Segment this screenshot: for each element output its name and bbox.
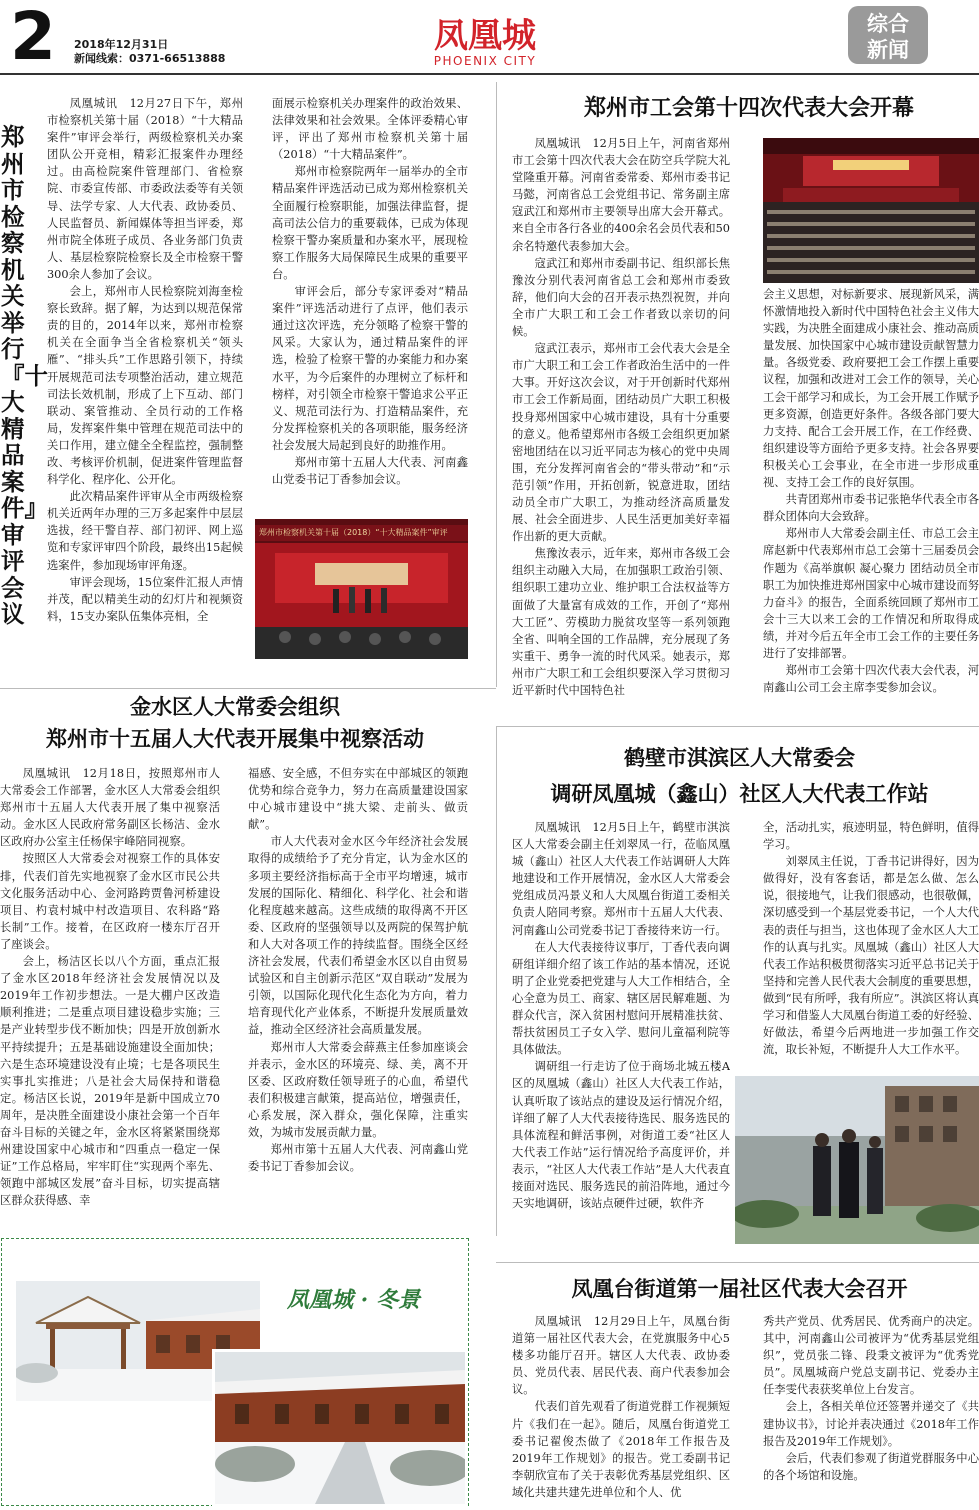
section-badge: 综合新闻 [848,6,928,64]
paragraph: 寇武江表示，郑州市工会代表大会是全市广大职工和工会工作者政治生活中的一件大事。开好这次会议，对于开创新时代郑州市工会工作新局面，团结动员广大职工积极投身郑州国家中心城市建设，具有十分重要的意义。他希望郑州市各级工会组织更加紧密地团结在以习近平同志为核心的党中央周围，充分发挥河南省会的“带头带动”和“示范引领”作用，开拓创新，锐意进取，团结动员全市广大职工，为推动经济高质量发展、社会全面进步、人民生活更加美好幸福作出新的更大贡献。 [512,342,730,544]
paragraph: 福感、安全感，不但夯实在中部城区的领跑优势和综合竞争力，努力在高质量建设国家中心城市建设中“挑大梁、走前头、做贡献”。 [248,767,468,832]
paragraph: 代表们首先观看了街道党群工作视频短片《我们在一起》。随后，凤凰台街道党工委书记翟俊杰做了《2018年工作报告及2019年工作规划》的报告。党工委副书记李朝欣宣布了关于表彰优秀基层党组织、区域化共建共建先进单位和个人、优 [512,1400,730,1499]
paragraph: 会上，各相关单位还签署并递交了《共建协议书》，讨论并表决通过《2018年工作报告及2019年工作规划》。 [763,1400,979,1448]
brand-logo [420,18,550,68]
paragraph: 寇武江和郑州市委副书记、组织部长焦豫汝分别代表河南省总工会和郑州市委致辞，他们向大会的召开表示热烈祝贺，并向全市广大职工和工会工作者致以亲切的问候。 [512,256,730,339]
paragraph: 会上，郑州市人民检察院刘海奎检察长致辞。据了解，为达到以规范保常责的目的，2014年以来，郑州市检察机关在全面争当全省检察机关“领头雁”、“排头兵”工作思路引领下，持续开展规范司法专项整治活动，建立规范司法长效机制，形成了上下互动、部门联动、案管推动、全员行动的工作格局，发挥案件集中管理在规范司法中的关口作用，建立健全全程监控，强制整改、考核评价机制，促进案件管理监督科学化、程序化、公开化。 [47,285,243,487]
visit-illustration [735,1076,979,1244]
section-divider [0,688,496,689]
paragraph: 郑州市检察院两年一届举办的全市精品案件评选活动已成为郑州检察机关全面履行检察职能，加强法律监督，提高司法公信力的重要载体，已成为体现检察干警办案质量和办案水平，展现检察工作服务大局保障民生成果的重要平台。 [272,165,468,281]
article2-photo [763,138,979,283]
article3-column-2 [248,765,468,1195]
header-rule [0,73,979,75]
paragraph: 审评会现场，15位案件汇报人声情并茂，配以精美生动的幻灯片和视频资料，15支办案队伍集体亮相，全 [47,575,243,623]
stage-illustration [255,519,468,659]
article3-column-1 [0,765,220,1215]
paragraph: 全，活动扎实，痕迹明显，特色鲜明，值得学习。 [763,821,979,852]
article4-column-2 [763,819,979,1075]
article2-column-2 [763,286,979,716]
section-divider [496,1262,979,1263]
paragraph: 郑州市第十五届人大代表、河南鑫山党委书记丁香参加会议。 [248,1143,468,1174]
section-divider [496,726,979,727]
article1-column-1 [47,95,243,660]
photo-banner: 郑州市检察机关第十届（2018）“十大精品案件”审评 [255,525,468,541]
column-divider [496,726,497,1236]
houses-illustration [215,1352,465,1504]
paragraph: 郑州市人大常委会副主任、市总工会主席赵新中代表郑州市总工会第十三届委员会作题为《高举旗帜 凝心聚力 团结动员全市职工为加快推进郑州国家中心城市建设而努力奋斗》的报告，全面系统回顾了郑州市工会十三大以来工会的工作情况和所取得成绩，并对今后五年全市工会工作的主要任务进行了安排部署。 [763,527,979,660]
article1-photo [255,519,468,659]
paragraph: 凤凰城讯 12月18日，按照郑州市人大常委会工作部署，金水区人大常委会组织郑州市十五届人大代表开展了集中视察活动。金水区人民政府常务副区长杨洁、金水区政府办公室主任杨保宇峰陪同视察。 [0,767,220,849]
article2-title: 郑州市工会第十四次代表大会开幕 [584,96,915,121]
paragraph: 凤凰城讯 12月5日上午，河南省郑州市工会第十四次代表大会在防空兵学院大礼堂隆重开幕。河南省委常委、郑州市委书记马懿，河南省总工会党组书记、常务副主席寇武江和郑州市主要领导出席大会开幕式。来自全市各行各业的400余名会员代表和50余名特邀代表参加大会。 [512,137,730,253]
brand-logo-cn: 凤凰城 [434,16,536,56]
issue-date: 2018年12月31日 [74,38,169,51]
paragraph: 凤凰城讯 12月5日上午，鹤壁市淇滨区人大常委会副主任刘翠凤一行，莅临凤凰城（鑫山）社区人大代表工作站调研人大阵地建设和工作开展情况，金水区人大常委会党组成员冯景义和人大凤凰台街道工委相关负责人陪同考察。郑州市十五届人大代表、河南鑫山公司党委书记丁香接待来访一行。 [512,821,730,937]
paragraph: 共青团郑州市委书记张艳华代表全市各群众团体向大会致辞。 [763,493,979,524]
article3-title-line1: 金水区人大常委会组织 [130,695,340,719]
paragraph: 此次精品案件评审从全市两级检察机关近两年办理的三万多起案件中层层选拔，经干警自荐、部门初评、网上巡览和专家评审四个阶段，最终出15起候选案件，参加现场审评角逐。 [47,490,243,572]
article4-column-1 [512,819,730,1249]
news-hotline: 新闻线索：0371-66513888 [74,52,226,65]
winter-photo-houses [212,1349,468,1507]
paragraph: 郑州市人大常委会薛燕主任参加座谈会并表示，金水区的环境亮、绿、美，离不开区委、区政府数任领导班子的心血，希望代表们积极建言献策，提高站位，增强责任，心系发展，深入群众，强化保障，注重实效，为城市发展贡献力量。 [248,1040,468,1139]
page-number: 2 [10,0,56,75]
paragraph: 郑州市工会第十四次代表大会代表，河南鑫山公司工会主席李雯参加会议。 [763,664,979,695]
article5-column-1 [512,1313,730,1508]
article4-title-line2: 调研凤凰城（鑫山）社区人大代表工作站 [550,782,929,806]
paragraph: 会上，杨洁区长以八个方面，重点汇报了金水区2018年经济社会发展情况以及2019年工作初步想法。一是大棚户区改造顺利推进；二是重点项目建设稳步实施；三是产业转型步伐不断加快；四是开放创新水平持续提升；五是基础设施建设全面加快；六是生态环境建设没有止境；七是各项民生实事扎实推进；八是社会大局保持和谐稳定。杨洁区长说，2019年是新中国成立70周年，是决胜全面建设小康社会第一个百年奋斗目标的关键之年，金水区将紧紧围绕郑州建设国家中心城市和“四重点一稳定一保证”工作总格局，牢牢盯住“实现两个率先、领跑中部城区发展”奋斗目标，切实提高辖区群众获得感、幸 [0,955,220,1208]
column-divider [496,82,497,687]
paragraph: 焦豫汝表示，近年来，郑州市各级工会组织主动融入大局，在加强职工政治引领、组织职工建功立业、维护职工合法权益等方面做了大量富有成效的工作，开创了“郑州大工匠”、劳模助力脱贫攻坚等一系列领跑全省、叫响全国的工作品牌，充分展现了务实重干、勇争一流的时代风采。她表示，郑州市广大职工和工会组织要深入学习贯彻习近平新时代中国特色社 [512,547,730,697]
paragraph: 在人大代表接待议事厅，丁香代表向调研组详细介绍了该工作站的基本情况，还说明了企业党委把党建与人大工作相结合，全心全意为员工、商家、辖区居民解难题、为群众代言，深入贫困村慰问开展精准扶贫、帮扶贫困员工子女入学、慰问儿童福利院等具体做法。 [512,940,730,1057]
paragraph: 按照区人大常委会对视察工作的具体安排，代表们首先实地视察了金水区市民公共文化服务活动中心、金河路跨贾鲁河桥建设项目、杓袁村城中村改造项目、农科路“路长制”工作。接着，在区政府一楼东厅召开了座谈会。 [0,852,220,951]
article3-title-line2: 郑州市十五届人大代表开展集中视察活动 [46,727,424,751]
paragraph: 秀共产党员、优秀居民、优秀商户的决定。其中，河南鑫山公司被评为“优秀基层党组织”，党员张二锋、段秉文被评为“优秀党员”。凤凰城商户党总支副书记、党委办主任李雯代表获奖单位上台发言。 [763,1315,979,1397]
article1-title: 郑州市检察机关举行『十大精品案件』审评会议 [1,123,48,628]
article5-title: 凤凰台街道第一届社区代表大会召开 [571,1277,908,1301]
article4-title-line1: 鹤壁市淇滨区人大常委会 [624,746,855,770]
paragraph: 会后，代表们参观了街道党群服务中心的各个场馆和设施。 [763,1451,979,1482]
paragraph: 市人大代表对金水区今年经济社会发展取得的成绩给予了充分肯定，认为金水区的多项主要经济指标高于全市平均增速，城市发展的国际化、精细化、科学化、社会和谐化程度越来越高。这些成绩的取得离不开区委、区政府的坚强领导以及两院的保驾护航和人大对各项工作的持续监督。围绕全区经济社会发展，代表们希望金水区以自由贸易试验区和自主创新示范区“双自联动”发展为引领，以国际化现代化生态化为方向，着力培育现代化产业体系，不断提升发展质量效益，推动全区经济社会高质量发展。 [248,835,468,1037]
winter-title: 凤凰城 · 冬景 [287,1287,420,1313]
article4-photo [735,1076,979,1244]
article1-column-2 [272,95,468,507]
paragraph: 凤凰城讯 12月29日上午，凤凰台街道第一届社区代表大会，在党旗服务中心5楼多功能厅召开。辖区人大代表、政协委员、党员代表、居民代表、商户代表参加会议。 [512,1315,730,1397]
paragraph: 凤凰城讯 12月27日下午，郑州市检察机关第十届（2018）“十大精品案件”审评会举行，两级检察机关办案团队公开竞相，精彩汇报案件办理经过。由高检院案件管理部门、省检察院、市委宣传部、市委政法委等有关领导、法学专家、人大代表、政协委员、人民监督员、新闻媒体等担当评委，郑州市院全体班子成员、各业务部门负责人、基层检察院检察长及全市检察干警300余人参加了会议。 [47,97,243,281]
brand-logo-en: PHOENIX CITY [433,54,537,68]
paragraph: 郑州市第十五届人大代表、河南鑫山党委书记丁香参加会议。 [272,455,468,487]
assembly-hall-illustration [763,138,979,283]
paragraph: 审评会后，部分专家评委对“精品案件”评选活动进行了点评，他们表示通过这次评选，充分领略了检察干警的风采。大家认为，通过精品案件的评选，检验了检察干警的办案能力和办案水平，为今后案件的办理树立了标杆和榜样，对引领全市检察干警追求公平正义、规范司法行为、打造精品案件，充分发挥检察机关的各项职能，服务经济社会发展大局起到良好的助推作用。 [272,285,468,452]
article2-column-1 [512,135,730,718]
winter-scenery-box [1,1238,469,1506]
paragraph: 刘翠凤主任说，丁香书记讲得好，因为做得好，没有客套话，都是怎么做、怎么说，很接地气，让我们很感动，也很敬佩，深切感受到一个基层党委书记，一个人大代表的责任与担当，这也体现了金水区人大工作的认真与扎实。凤凰城（鑫山）社区人大代表工作站积极贯彻落实习近平总书记关于坚持和完善人民代表大会制度的重要思想，做到“民有所呼，我有所应”。淇滨区将认真学习和借鉴人大凤凰台街道工委的好经验、好做法，希望今后两地进一步加强工作交流，取长补短，不断提升人大工作水平。 [763,855,979,1057]
article5-column-2 [763,1313,979,1508]
paragraph: 调研组一行走访了位于商场北城五楼A区的凤凰城（鑫山）社区人大代表工作站，认真听取了该站点的建设及运行情况介绍，详细了解了人大代表接待选民、服务选民的具体流程和鲜活事例，对街道工委“社区人大代表工作站”运行情况给予高度评价，并表示，“社区人大代表工作站”是人大代表直接面对选民、服务选民的前沿阵地，通过今天实地调研，该站点硬件过硬，软件齐 [512,1060,730,1211]
paragraph: 面展示检察机关办理案件的政治效果、法律效果和社会效果。全体评委精心审评，评出了郑州市检察机关第十届（2018）“十大精品案件”。 [272,97,468,162]
paragraph: 会主义思想，对标新要求、展现新风采，满怀激情地投入新时代中国特色社会主义伟大实践，为决胜全面建成小康社会、推动高质量发展、加快国家中心城市建设贡献智慧力量。各级党委、政府要把工会工作摆上重要议程，加强和改进对工会工作的领导，关心工会干部学习和成长，为工会开展工作赋予更多资源，创造更好条件。各级各部门要大力支持、配合工会开展工作，在工作经费、组织建设等方面给予更多支持。社会各界要积极关心工会事业，在全市进一步形成重视、支持工会工作的良好氛围。 [763,288,979,490]
